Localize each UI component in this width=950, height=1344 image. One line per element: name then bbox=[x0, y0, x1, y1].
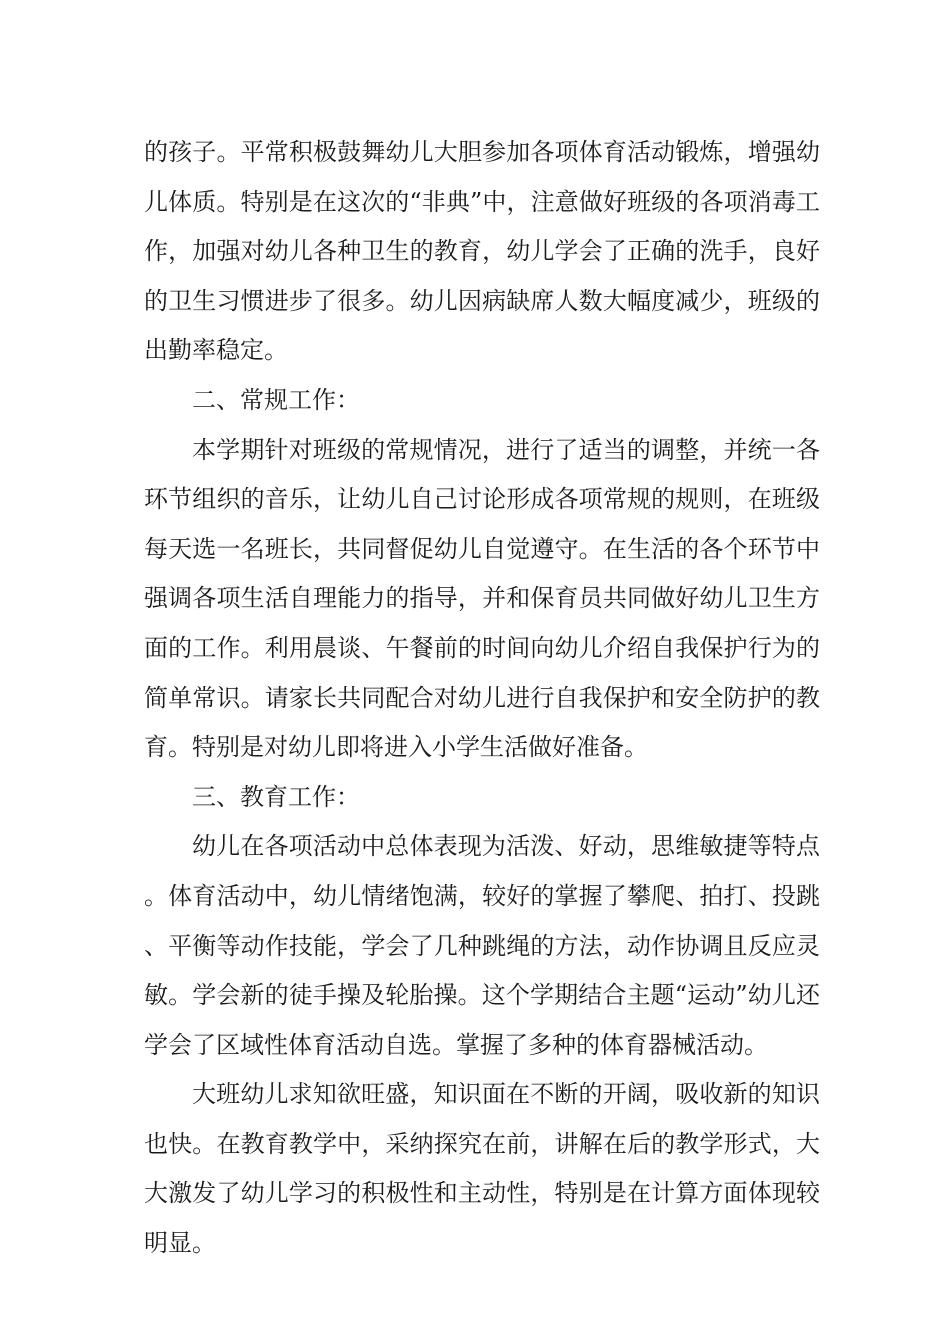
heading-routine-work: 二、常规工作： bbox=[192, 385, 360, 414]
paragraph-routine-work: 本学期针对班级的常规情况，进行了适当的调整，并统一各环节组织的音乐，让幼儿自己讨论形成各项常规的规则，在班级每天选一名班长，共同督促幼儿自觉遵守。在生活的各个环节中强调各项生活自理能力的指导，并和保育员共同做好幼儿卫生方面的工作。利用晨谈、午餐前的时间向幼儿介绍自我保护行为的简单常识。请家长共同配合对幼儿进行自我保护和安全防护的教育。特别是对幼儿即将进入小学生活做好准备。 bbox=[144, 435, 820, 762]
document-body bbox=[144, 128, 820, 1269]
paragraph-teaching: 大班幼儿求知欲旺盛，知识面在不断的开阔，吸收新的知识也快。在教育教学中，采纳探究在前，讲解在后的教学形式，大大激发了幼儿学习的积极性和主动性，特别是在计算方面体现较明显。 bbox=[144, 1080, 820, 1258]
paragraph-hygiene-continued: 的孩子。平常积极鼓舞幼儿大胆参加各项体育活动锻炼，增强幼儿体质。特别是在这次的“非典”中，注意做好班级的各项消毒工作，加强对幼儿各种卫生的教育，幼儿学会了正确的洗手，良好的卫生习惯进步了很多。幼儿因病缺席人数大幅度减少，班级的出勤率稳定。 bbox=[144, 138, 820, 365]
paragraph-activities: 幼儿在各项活动中总体表现为活泼、好动，思维敏捷等特点。体育活动中，幼儿情绪饱满，较好的掌握了攀爬、拍打、投跳、平衡等动作技能，学会了几种跳绳的方法，动作协调且反应灵敏。学会新的徒手操及轮胎操。这个学期结合主题“运动”幼儿还学会了区域性体育活动自选。掌握了多种的体育器械活动。 bbox=[144, 832, 820, 1059]
heading-education-work: 三、教育工作： bbox=[192, 782, 360, 811]
